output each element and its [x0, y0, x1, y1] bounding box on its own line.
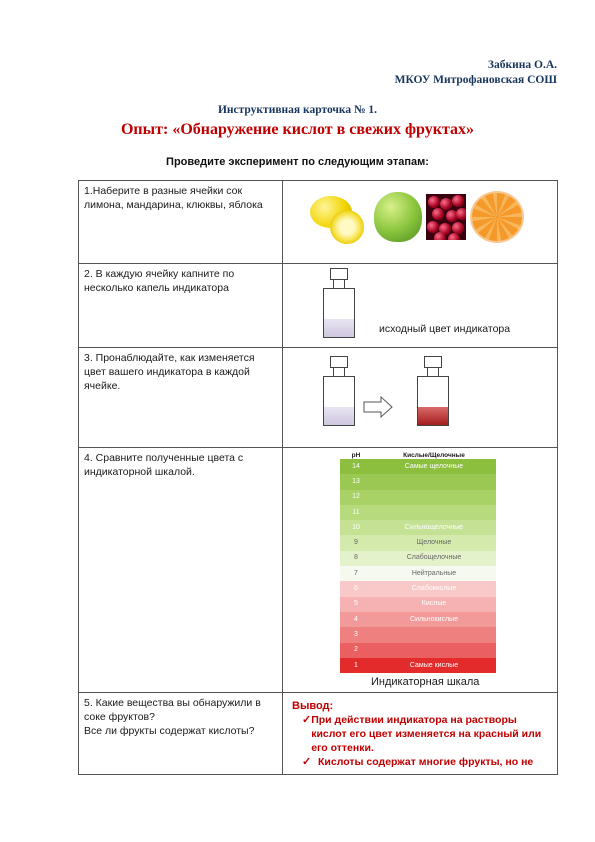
scale-ph: 2	[354, 646, 358, 654]
scale-desc: Сильнокислые	[410, 615, 458, 623]
step-row-1	[79, 181, 558, 264]
step-3-text: 3. Пронаблюдайте, как изменяется цвет вашего индикатора в каждой ячейке.	[79, 348, 283, 448]
scale-ph: 12	[352, 493, 360, 501]
scale-ph: 4	[354, 615, 358, 623]
scale-desc: Самые кислые	[409, 661, 459, 669]
scale-ph: 14	[352, 462, 360, 470]
steps-table	[78, 180, 558, 775]
instruction-text: Проведите эксперимент по следующим этапам:	[166, 156, 429, 168]
experiment-title: Опыт: «Обнаружение кислот в свежих фруктах»	[120, 121, 474, 138]
author-name: Забкина О.А.	[487, 59, 557, 71]
indicator-vial-icon	[323, 268, 355, 338]
scale-ph: 6	[354, 585, 358, 593]
card-title: Инструктивная карточка № 1.	[217, 104, 378, 116]
scale-row	[340, 627, 496, 642]
scale-ph: 8	[354, 554, 358, 562]
checkmark-icon: ✓	[302, 714, 312, 726]
scale-desc: Самые щелочные	[404, 462, 464, 470]
scale-ph: 1	[354, 661, 358, 669]
scale-row	[340, 612, 496, 627]
scale-head-ph: pH	[351, 452, 361, 459]
scale-row	[340, 597, 496, 612]
scale-desc: Кислые	[421, 600, 447, 608]
lemon-icon	[308, 188, 370, 246]
conclusion-item-text: Кислоты содержат многие фрукты, но не	[318, 756, 534, 768]
arrow-right-icon	[363, 396, 393, 418]
scale-row	[340, 551, 496, 566]
conclusion-title: Вывод:	[292, 700, 334, 712]
scale-ph: 5	[354, 600, 358, 608]
scale-row	[340, 459, 496, 474]
conclusion	[283, 693, 558, 775]
scale-caption: Индикаторная шкала	[371, 676, 480, 688]
author-block	[395, 58, 557, 88]
scale-desc: Нейтральные	[411, 569, 457, 577]
school-name: МКОУ Митрофановская СОШ	[394, 74, 557, 86]
conclusion-item-text: При действии индикатора на растворы кислот его цвет изменяется на красный или его оттенки.	[311, 714, 542, 754]
scale-head-desc: Кислые/Щелочные	[403, 452, 465, 459]
scale-row	[340, 490, 496, 505]
scale-ph: 9	[354, 539, 358, 547]
mandarin-icon	[470, 191, 524, 243]
scale-header	[340, 449, 496, 459]
conclusion-item	[288, 713, 552, 755]
step-row-5	[79, 693, 558, 775]
scale-row	[340, 581, 496, 596]
apple-icon	[374, 192, 422, 242]
step-5-text: 5. Какие вещества вы обнаружили в соке фруктов? Все ли фрукты содержат кислоты?	[79, 693, 283, 775]
fruits-image	[283, 181, 558, 264]
step-2-text: 2. В каждую ячейку капните по несколько капель индикатора	[79, 264, 283, 348]
cranberry-icon	[426, 194, 466, 240]
initial-color-caption: исходный цвет индикатора	[379, 323, 511, 335]
scale-ph: 10	[352, 523, 360, 531]
scale-ph: 13	[352, 477, 360, 485]
vial-after-icon	[417, 356, 449, 426]
scale-ph: 7	[354, 569, 358, 577]
scale-desc: Щелочные	[416, 539, 452, 547]
step-row-4	[79, 448, 558, 693]
scale-ph: 11	[352, 508, 360, 516]
step-row-3	[79, 348, 558, 448]
scale-ph: 3	[354, 630, 358, 638]
vial-before-icon	[323, 356, 355, 426]
step-row-2	[79, 264, 558, 348]
scale-desc: Слабощелочные	[406, 554, 462, 562]
indicator-scale	[340, 449, 496, 673]
scale-row	[340, 643, 496, 658]
scale-row	[340, 505, 496, 520]
scale-row	[340, 520, 496, 535]
scale-row	[340, 535, 496, 550]
checkmark-icon: ✓	[302, 756, 312, 768]
scale-row	[340, 474, 496, 489]
step-4-text: 4. Сравните полученные цвета с индикаторной шкалой.	[79, 448, 283, 693]
conclusion-item	[288, 755, 552, 769]
scale-row	[340, 566, 496, 581]
scale-desc: Слабокислые	[411, 585, 457, 593]
scale-desc: Сильнощелочные	[404, 523, 464, 531]
step-1-text: 1.Наберите в разные ячейки сок лимона, мандарина, клюквы, яблока	[79, 181, 283, 264]
scale-row	[340, 658, 496, 673]
